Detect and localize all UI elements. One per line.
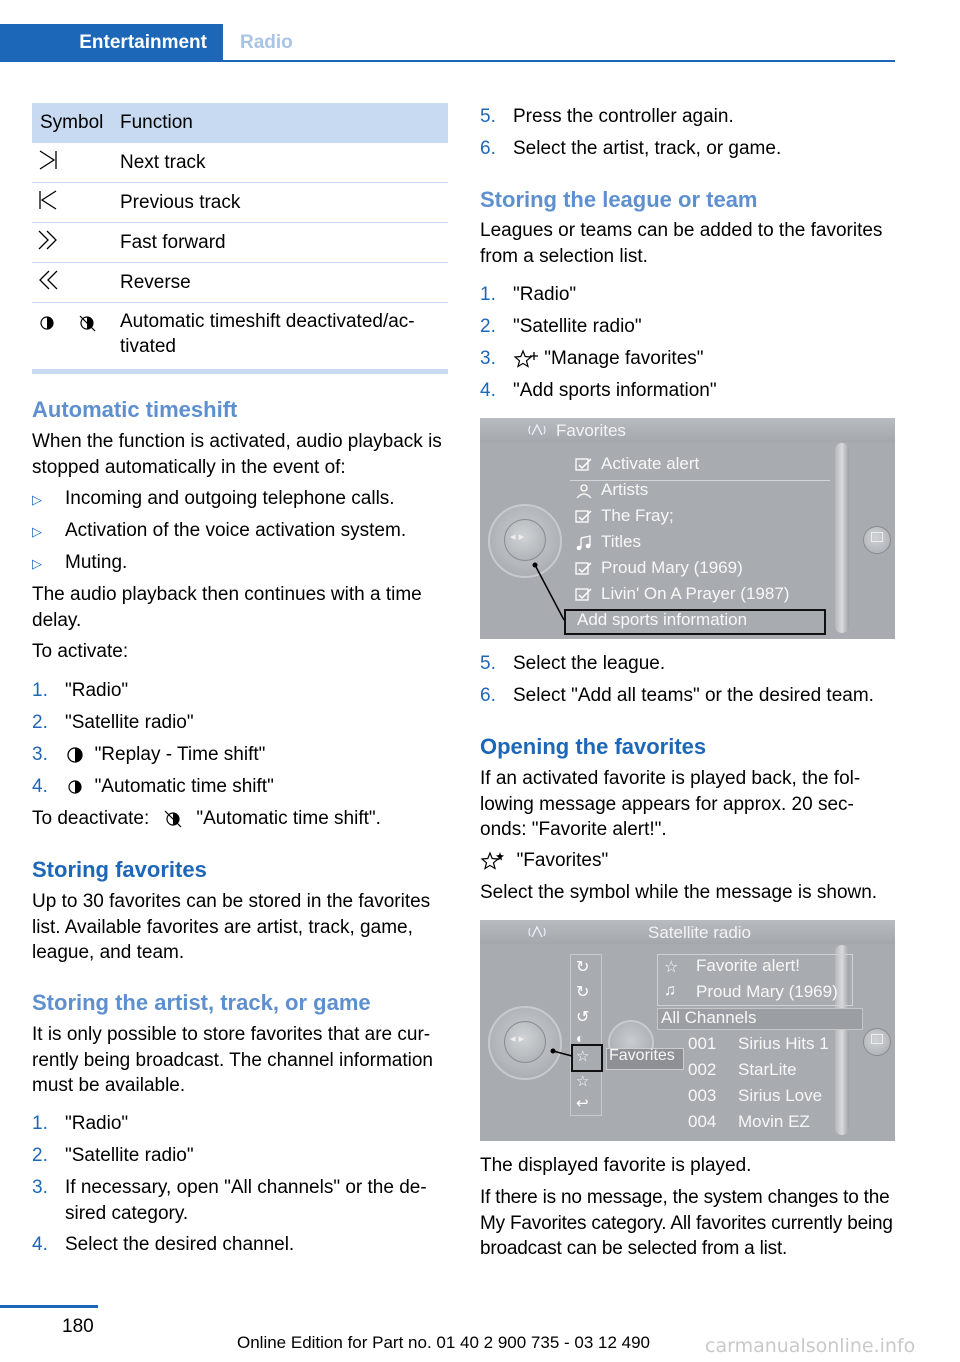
symbol-table bbox=[32, 103, 448, 374]
edition-note: Online Edition for Part no. 01 40 2 900 735 - 03 12 490 bbox=[237, 1333, 651, 1352]
list-item-selected[interactable]: Add sports information bbox=[577, 610, 748, 629]
col-symbol-header: Symbol bbox=[32, 103, 112, 143]
replay-icon bbox=[66, 746, 84, 764]
bullet-icon: ▷ bbox=[32, 492, 42, 507]
timeshift-icon bbox=[32, 311, 112, 335]
channel-name[interactable]: Sirius Love bbox=[738, 1086, 823, 1105]
paragraph: Up to 30 favorites can be stored in the favorites list. Available favorites are artist, track, game, league, and team. bbox=[32, 891, 431, 963]
fast-forward-icon bbox=[32, 228, 112, 252]
paragraph: The audio playback then continues with a time delay. bbox=[32, 584, 422, 631]
timeshift-icon bbox=[66, 778, 84, 796]
header-rule bbox=[0, 60, 895, 62]
paragraph: Leagues or teams can be added to the favorites from a selection list. bbox=[480, 220, 883, 267]
list-item[interactable]: Artists bbox=[601, 480, 649, 499]
channel-number: 002 bbox=[688, 1060, 717, 1079]
add-favorite-icon[interactable]: ☆ bbox=[576, 1073, 590, 1090]
music-note-icon: ♫ bbox=[664, 982, 676, 999]
list-item[interactable]: Titles bbox=[601, 532, 641, 551]
section-heading: Storing the artist, track, or game bbox=[32, 990, 371, 1015]
table-row bbox=[32, 143, 448, 183]
function-label: Reverse bbox=[112, 263, 448, 303]
paragraph: If an activated favorite is played back, the fol-lowing message appears for approx. 20 sec-onds: "Favorite alert!". bbox=[480, 768, 861, 840]
list-item[interactable]: The Fray; bbox=[601, 506, 674, 525]
callout-line bbox=[480, 418, 895, 639]
deactivate-line: To deactivate: "Automatic time shift". bbox=[32, 808, 381, 829]
channel-number: 004 bbox=[688, 1112, 717, 1131]
paragraph: When the function is activated, audio playback is stopped automatically in the event of: bbox=[32, 431, 442, 478]
bullet-icon: ▷ bbox=[32, 556, 42, 571]
manage-favorites-icon bbox=[513, 349, 539, 369]
paragraph: The displayed favorite is played. bbox=[480, 1155, 752, 1176]
paragraph: If there is no message, the system changes to the My Favorites category. All favorites currently being broadcast can be selected from a list. bbox=[480, 1187, 893, 1259]
table-end-rule bbox=[32, 369, 448, 373]
favorites-star-icon[interactable]: ☆ bbox=[576, 1048, 590, 1065]
paragraph: Select the symbol while the message is shown. bbox=[480, 882, 878, 903]
tab-radio[interactable]: Radio bbox=[240, 32, 293, 53]
controller-arrows-icon: ◂ ▸ bbox=[510, 531, 525, 543]
col-function-header: Function bbox=[112, 103, 448, 143]
channel-name[interactable]: Movin EZ bbox=[738, 1112, 810, 1131]
timeshift-deactivated-icon bbox=[160, 809, 186, 829]
section-heading: Storing the league or team bbox=[480, 187, 758, 212]
favorites-line: "Favorites" bbox=[480, 848, 896, 874]
table-row bbox=[32, 183, 448, 223]
star-icon: ☆ bbox=[664, 959, 679, 976]
all-channels-label: All Channels bbox=[661, 1008, 757, 1027]
screenshot-favorites-menu bbox=[480, 418, 895, 639]
timeshift-icon[interactable]: ◐ bbox=[576, 1030, 585, 1046]
previous-track-icon bbox=[32, 188, 112, 212]
controller-arrows-icon: ◂ ▸ bbox=[510, 1033, 525, 1045]
function-label: Automatic timeshift deactivated/ac-tivated bbox=[112, 303, 448, 374]
section-heading: Storing favorites bbox=[32, 857, 207, 882]
watermark: carmanualsonline.info bbox=[705, 1335, 916, 1357]
paragraph: To activate: bbox=[32, 641, 129, 662]
table-row bbox=[32, 303, 448, 374]
replay-icon[interactable]: ↺ bbox=[576, 1009, 590, 1026]
table-row bbox=[32, 223, 448, 263]
section-heading: Opening the favorites bbox=[480, 734, 707, 759]
channel-name[interactable]: Sirius Hits 1 bbox=[738, 1034, 829, 1053]
table-row bbox=[32, 263, 448, 303]
refresh-icon[interactable]: ↻ bbox=[576, 959, 590, 976]
list-item: 3. If necessary, open "All channels" or the de-sired category. bbox=[32, 1177, 427, 1224]
channel-number: 001 bbox=[688, 1034, 717, 1053]
channel-name[interactable]: StarLite bbox=[738, 1060, 797, 1079]
favorites-star-icon bbox=[480, 851, 506, 871]
tab-entertainment[interactable]: Entertainment bbox=[0, 24, 223, 61]
screenshot-satellite-radio bbox=[480, 920, 895, 1141]
channel-number: 003 bbox=[688, 1086, 717, 1105]
reverse-icon bbox=[32, 268, 112, 292]
bullet-icon: ▷ bbox=[32, 524, 42, 539]
function-label: Previous track bbox=[112, 183, 448, 223]
screen-title: Favorites bbox=[556, 421, 626, 440]
back-icon[interactable]: ↩ bbox=[576, 1095, 589, 1112]
function-label: Fast forward bbox=[112, 223, 448, 263]
list-item[interactable]: Livin' On A Prayer (1987) bbox=[601, 584, 790, 603]
alert-song[interactable]: Proud Mary (1969) bbox=[696, 982, 838, 1001]
section-heading: Automatic timeshift bbox=[32, 397, 238, 422]
page-number: 180 bbox=[62, 1316, 94, 1337]
list-item[interactable]: Activate alert bbox=[601, 454, 700, 473]
screen-title: Satellite radio bbox=[648, 923, 752, 942]
refresh-icon[interactable]: ↻ bbox=[576, 984, 590, 1001]
list-item[interactable]: Proud Mary (1969) bbox=[601, 558, 743, 577]
alert-text[interactable]: Favorite alert! bbox=[696, 956, 800, 975]
tooltip-label: Favorites bbox=[609, 1047, 675, 1064]
paragraph: It is only possible to store favorites that are cur-rently being broadcast. The channel information must be available. bbox=[32, 1024, 434, 1096]
next-track-icon bbox=[32, 148, 112, 172]
footer-rule bbox=[0, 1305, 98, 1308]
function-label: Next track bbox=[112, 143, 448, 183]
